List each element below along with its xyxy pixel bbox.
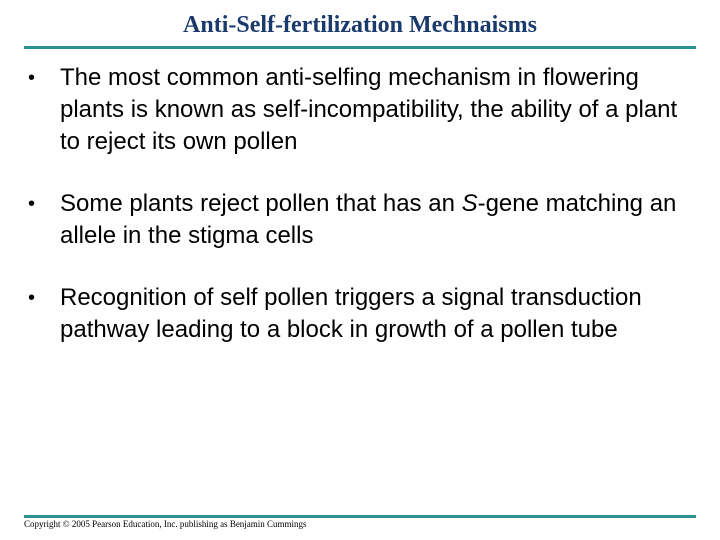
bullet-item: [28, 188, 700, 252]
bullet-item: [28, 282, 700, 346]
bullet-list: [28, 62, 700, 376]
bullet-item: [28, 62, 700, 158]
bullet-text: The most common anti-selfing mechanism in flowering plants is known as self-incompatibility, the ability of a plant to reject its own pollen: [60, 64, 678, 155]
bullet-text-part: -gene matching an allele in the stigma cells: [60, 190, 677, 249]
bullet-text-part: Some plants reject pollen that has an: [60, 190, 462, 217]
bullet-icon: •: [28, 67, 36, 89]
copyright-notice: Copyright © 2005 Pearson Education, Inc. publishing as Benjamin Cummings: [24, 519, 307, 529]
bullet-italic-term: S: [461, 190, 478, 217]
title-divider: [24, 46, 696, 49]
bullet-icon: •: [28, 193, 36, 215]
bullet-icon: •: [28, 287, 36, 309]
bullet-text: Recognition of self pollen triggers a signal transduction pathway leading to a block in growth of a pollen tube: [60, 284, 642, 343]
slide-title: Anti-Self-fertilization Mechnaisms: [183, 12, 537, 38]
